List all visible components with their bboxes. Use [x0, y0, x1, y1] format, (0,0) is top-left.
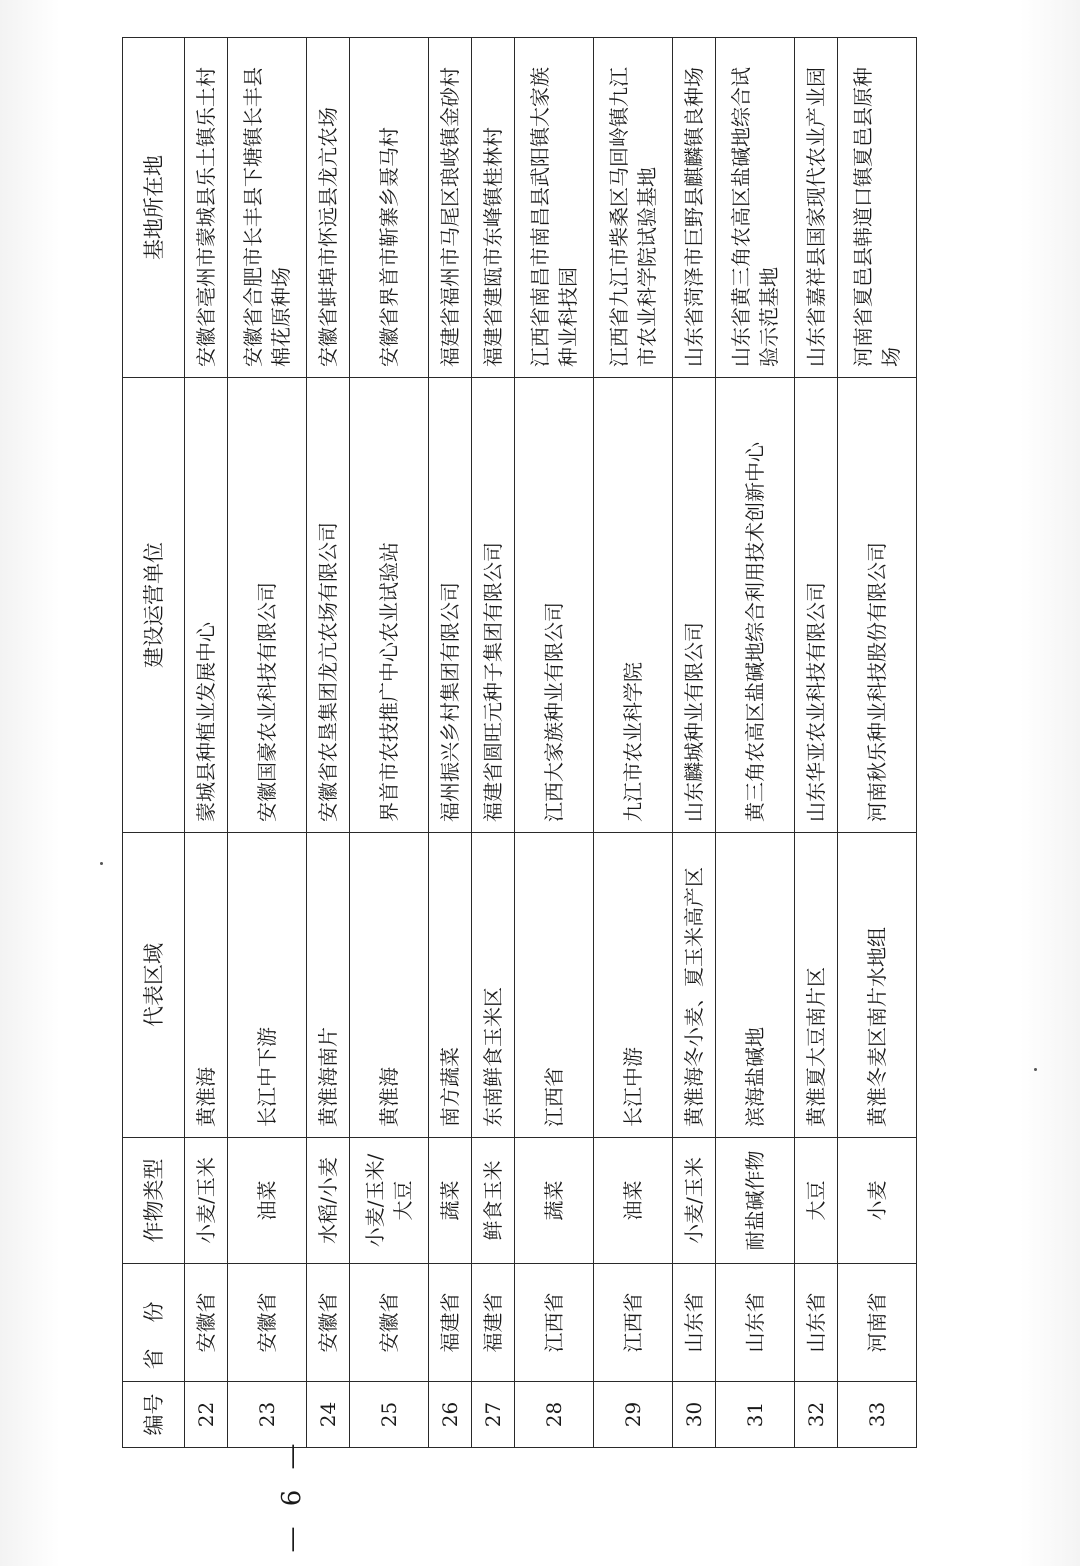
header-crop: 作物类型 — [123, 1138, 185, 1264]
cell-unit: 河南秋乐种业科技股份有限公司 — [837, 378, 916, 833]
cell-crop: 蔬菜 — [428, 1138, 471, 1264]
cell-location: 河南省夏邑县韩道口镇夏邑县原种场 — [837, 38, 916, 378]
table-row — [227, 38, 306, 1448]
cell-province: 安徽省 — [349, 1264, 428, 1382]
cell-unit: 福建省圆旺元种子集团有限公司 — [471, 378, 514, 833]
scan-speck — [100, 862, 103, 865]
cell-province: 江西省 — [593, 1264, 672, 1382]
header-region: 代表区域 — [123, 833, 185, 1138]
cell-crop: 油菜 — [227, 1138, 306, 1264]
cell-region: 南方蔬菜 — [428, 833, 471, 1138]
page-number: — 6 — — [277, 1437, 307, 1553]
cell-no: 26 — [428, 1382, 471, 1448]
cell-unit: 九江市农业科学院 — [593, 378, 672, 833]
cell-province: 安徽省 — [227, 1264, 306, 1382]
cell-location: 江西省南昌市南昌县武阳镇大家族种业科技园 — [514, 38, 593, 378]
cell-crop: 蔬菜 — [514, 1138, 593, 1264]
cell-no: 28 — [514, 1382, 593, 1448]
cell-unit: 山东华亚农业科技有限公司 — [794, 378, 837, 833]
cell-location: 福建省福州市马尾区琅岐镇金砂村 — [428, 38, 471, 378]
cell-location: 山东省菏泽市巨野县麒麟镇良种场 — [672, 38, 715, 378]
table-row — [593, 38, 672, 1448]
cell-location: 山东省嘉祥县国家现代农业产业园 — [794, 38, 837, 378]
table-row — [715, 38, 794, 1448]
cell-province: 河南省 — [837, 1264, 916, 1382]
cell-no: 31 — [715, 1382, 794, 1448]
cell-crop: 小麦/玉米 — [185, 1138, 228, 1264]
cell-unit: 福州振兴乡村集团有限公司 — [428, 378, 471, 833]
cell-no: 25 — [349, 1382, 428, 1448]
cell-province: 福建省 — [471, 1264, 514, 1382]
cell-region: 黄淮冬麦区南片水地组 — [837, 833, 916, 1138]
cell-province: 江西省 — [514, 1264, 593, 1382]
cell-location: 安徽省亳州市蒙城县乐土镇乐土村 — [185, 38, 228, 378]
rotated-table-container — [122, 38, 917, 1448]
cell-location: 安徽省界首市靳寨乡聂马村 — [349, 38, 428, 378]
cell-no: 24 — [306, 1382, 349, 1448]
cell-province: 山东省 — [794, 1264, 837, 1382]
cell-crop: 小麦/玉米/大豆 — [349, 1138, 428, 1264]
cell-region: 黄淮海 — [185, 833, 228, 1138]
header-location: 基地所在地 — [123, 38, 185, 378]
table-row — [471, 38, 514, 1448]
cell-no: 23 — [227, 1382, 306, 1448]
cell-province: 福建省 — [428, 1264, 471, 1382]
cell-region: 黄淮海南片 — [306, 833, 349, 1138]
cell-unit: 界首市农技推广中心农业试验站 — [349, 378, 428, 833]
cell-region: 黄淮海冬小麦、夏玉米高产区 — [672, 833, 715, 1138]
table-row — [349, 38, 428, 1448]
cell-unit: 江西大家族种业有限公司 — [514, 378, 593, 833]
cell-crop: 油菜 — [593, 1138, 672, 1264]
cell-no: 33 — [837, 1382, 916, 1448]
cell-unit: 安徽国豪农业科技有限公司 — [227, 378, 306, 833]
cell-region: 江西省 — [514, 833, 593, 1138]
cell-unit: 安徽省农垦集团龙亢农场有限公司 — [306, 378, 349, 833]
cell-crop: 小麦/玉米 — [672, 1138, 715, 1264]
table-row — [672, 38, 715, 1448]
cell-location: 安徽省合肥市长丰县下塘镇长丰县棉花原种场 — [227, 38, 306, 378]
table-row — [428, 38, 471, 1448]
header-unit: 建设运营单位 — [123, 378, 185, 833]
table-header-row — [123, 38, 185, 1448]
cell-region: 滨海盐碱地 — [715, 833, 794, 1138]
cell-location: 安徽省蚌埠市怀远县龙亢农场 — [306, 38, 349, 378]
table-row — [794, 38, 837, 1448]
cell-no: 22 — [185, 1382, 228, 1448]
cell-crop: 耐盐碱作物 — [715, 1138, 794, 1264]
cell-region: 长江中下游 — [227, 833, 306, 1138]
header-no: 编号 — [123, 1382, 185, 1448]
base-list-table — [122, 37, 917, 1448]
cell-unit: 黄三角农高区盐碱地综合利用技术创新中心 — [715, 378, 794, 833]
cell-province: 山东省 — [672, 1264, 715, 1382]
cell-province: 山东省 — [715, 1264, 794, 1382]
cell-region: 黄淮海 — [349, 833, 428, 1138]
cell-region: 长江中游 — [593, 833, 672, 1138]
cell-no: 29 — [593, 1382, 672, 1448]
cell-province: 安徽省 — [306, 1264, 349, 1382]
table-row — [837, 38, 916, 1448]
cell-no: 27 — [471, 1382, 514, 1448]
scan-speck — [1034, 1068, 1037, 1071]
table-row — [514, 38, 593, 1448]
table-row — [306, 38, 349, 1448]
cell-crop: 鲜食玉米 — [471, 1138, 514, 1264]
cell-unit: 蒙城县种植业发展中心 — [185, 378, 228, 833]
cell-province: 安徽省 — [185, 1264, 228, 1382]
table-row — [185, 38, 228, 1448]
cell-no: 32 — [794, 1382, 837, 1448]
cell-crop: 大豆 — [794, 1138, 837, 1264]
cell-region: 黄淮夏大豆南片区 — [794, 833, 837, 1138]
cell-location: 江西省九江市柴桑区马回岭镇九江市农业科学院试验基地 — [593, 38, 672, 378]
cell-location: 山东省黄三角农高区盐碱地综合试验示范基地 — [715, 38, 794, 378]
cell-crop: 小麦 — [837, 1138, 916, 1264]
cell-no: 30 — [672, 1382, 715, 1448]
cell-region: 东南鲜食玉米区 — [471, 833, 514, 1138]
cell-unit: 山东麟城种业有限公司 — [672, 378, 715, 833]
header-province: 省份 — [123, 1264, 185, 1382]
cell-location: 福建省建瓯市东峰镇桂林村 — [471, 38, 514, 378]
cell-crop: 水稻/小麦 — [306, 1138, 349, 1264]
